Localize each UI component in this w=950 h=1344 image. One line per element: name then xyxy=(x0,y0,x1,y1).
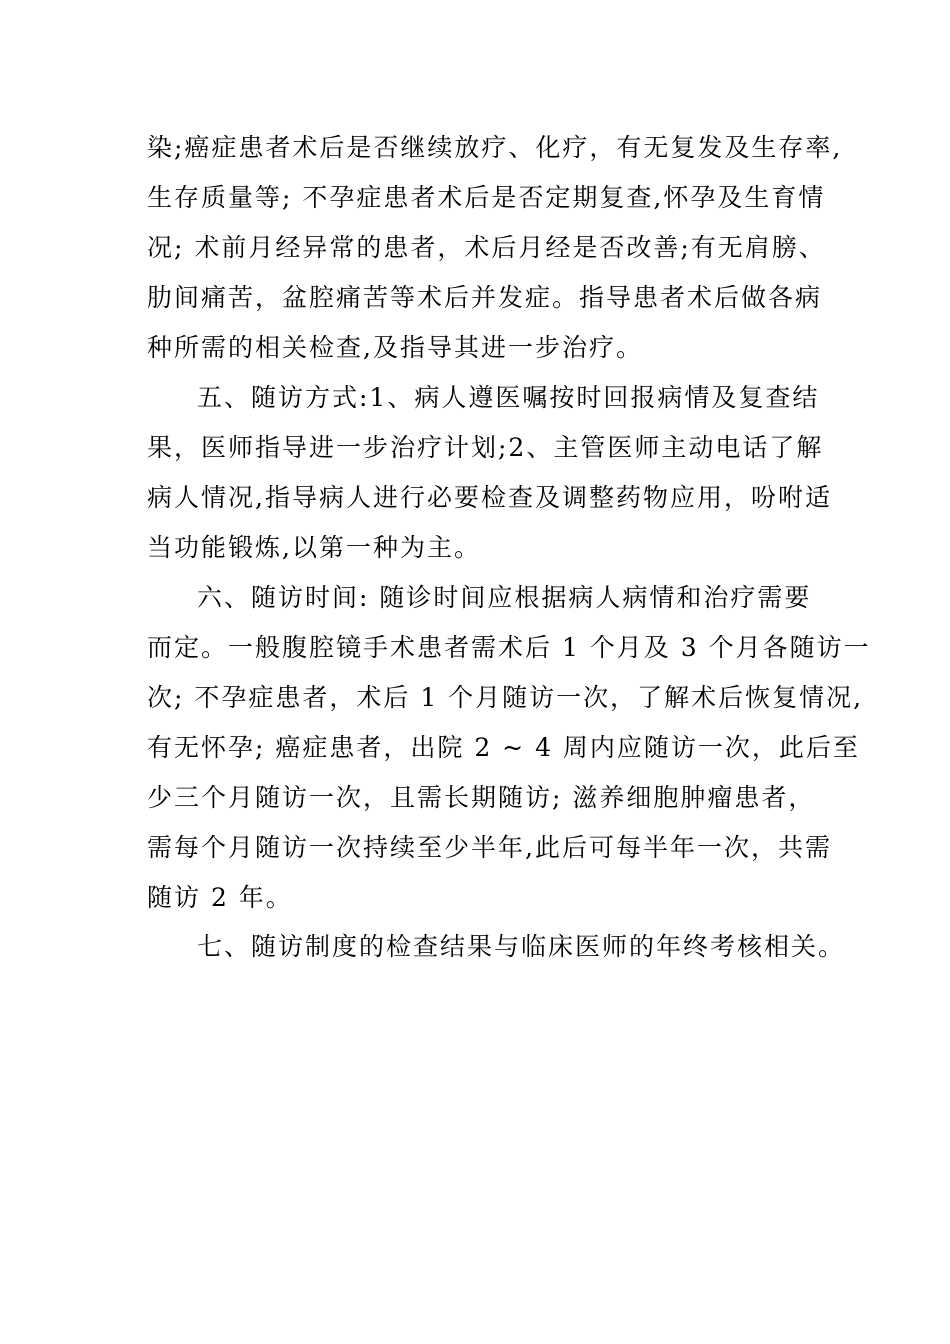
text-line: 果，医师指导进一步治疗计划;2、主管医师主动电话了解 xyxy=(147,433,824,462)
text-line: 五、随访方式:1、病人遵医嘱按时回报病情及复查结 xyxy=(197,383,820,412)
text-line: 况; 术前月经异常的患者，术后月经是否改善;有无肩膀、 xyxy=(147,233,826,262)
text-line: 六、随访时间: 随诊时间应根据病人病情和治疗需要 xyxy=(197,583,812,612)
text-line: 随访 2 年。 xyxy=(147,883,293,912)
text-line: 染;癌症患者术后是否继续放疗、化疗，有无复发及生存率, xyxy=(147,133,843,162)
paragraph-follow-up-method xyxy=(147,373,832,573)
text-line: 种所需的相关检查,及指导其进一步治疗。 xyxy=(147,333,643,362)
text-line: 少三个月随访一次，且需长期随访; 滋养细胞肿瘤患者， xyxy=(147,783,816,812)
paragraph-follow-up-time xyxy=(147,573,871,923)
text-line: 七、随访制度的检查结果与临床医师的年终考核相关。 xyxy=(197,932,846,961)
paragraph-inspection-results xyxy=(147,922,846,972)
text-line: 肋间痛苦，盆腔痛苦等术后并发症。指导患者术后做各病 xyxy=(147,283,823,312)
text-line: 病人情况,指导病人进行必要检查及调整药物应用，吩咐适 xyxy=(147,483,832,512)
paragraph-continuation xyxy=(147,123,843,373)
text-line: 有无怀孕; 癌症患者，出院 2 ~ 4 周内应随访一次，此后至 xyxy=(147,733,860,762)
text-line: 而定。一般腹腔镜手术患者需术后 1 个月及 3 个月各随访一 xyxy=(147,633,871,662)
text-line: 当功能锻炼,以第一种为主。 xyxy=(147,533,481,562)
text-line: 次; 不孕症患者，术后 1 个月随访一次，了解术后恢复情况, xyxy=(147,683,864,712)
text-line: 生存质量等; 不孕症患者术后是否定期复查,怀孕及生育情 xyxy=(147,183,826,212)
text-line: 需每个月随访一次持续至少半年,此后可每半年一次，共需 xyxy=(147,833,832,862)
